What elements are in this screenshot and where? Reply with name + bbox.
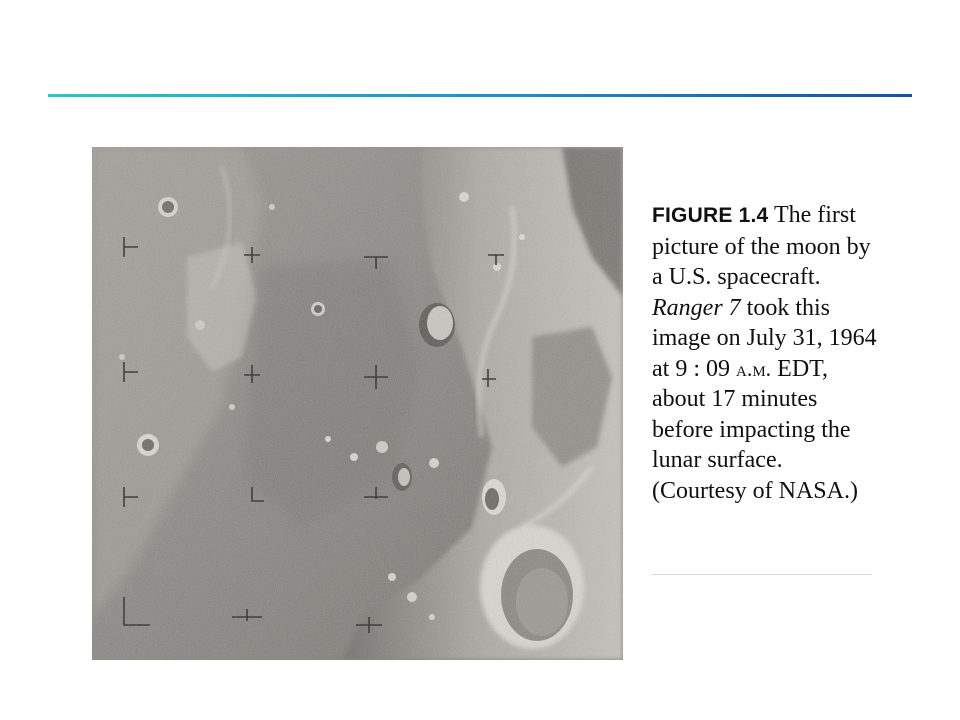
caption-time-suffix: a.m. bbox=[736, 355, 772, 381]
moon-surface-photo bbox=[92, 147, 623, 660]
caption-divider bbox=[652, 574, 872, 575]
figure-label: FIGURE 1.4 bbox=[652, 204, 769, 227]
caption-text-1: The first picture of the moon by a U.S. spacecraft. bbox=[652, 202, 871, 290]
caption-text-3: EDT, about 17 minutes before impacting the lunar surface. (Courtesy of NASA.) bbox=[652, 355, 858, 504]
caption-text-2: took this image on July 31, 1964 at 9 : 09 bbox=[652, 294, 877, 382]
title-divider-line bbox=[48, 94, 912, 97]
figure-caption bbox=[652, 200, 877, 506]
caption-spacecraft-name: Ranger 7 bbox=[652, 294, 741, 321]
